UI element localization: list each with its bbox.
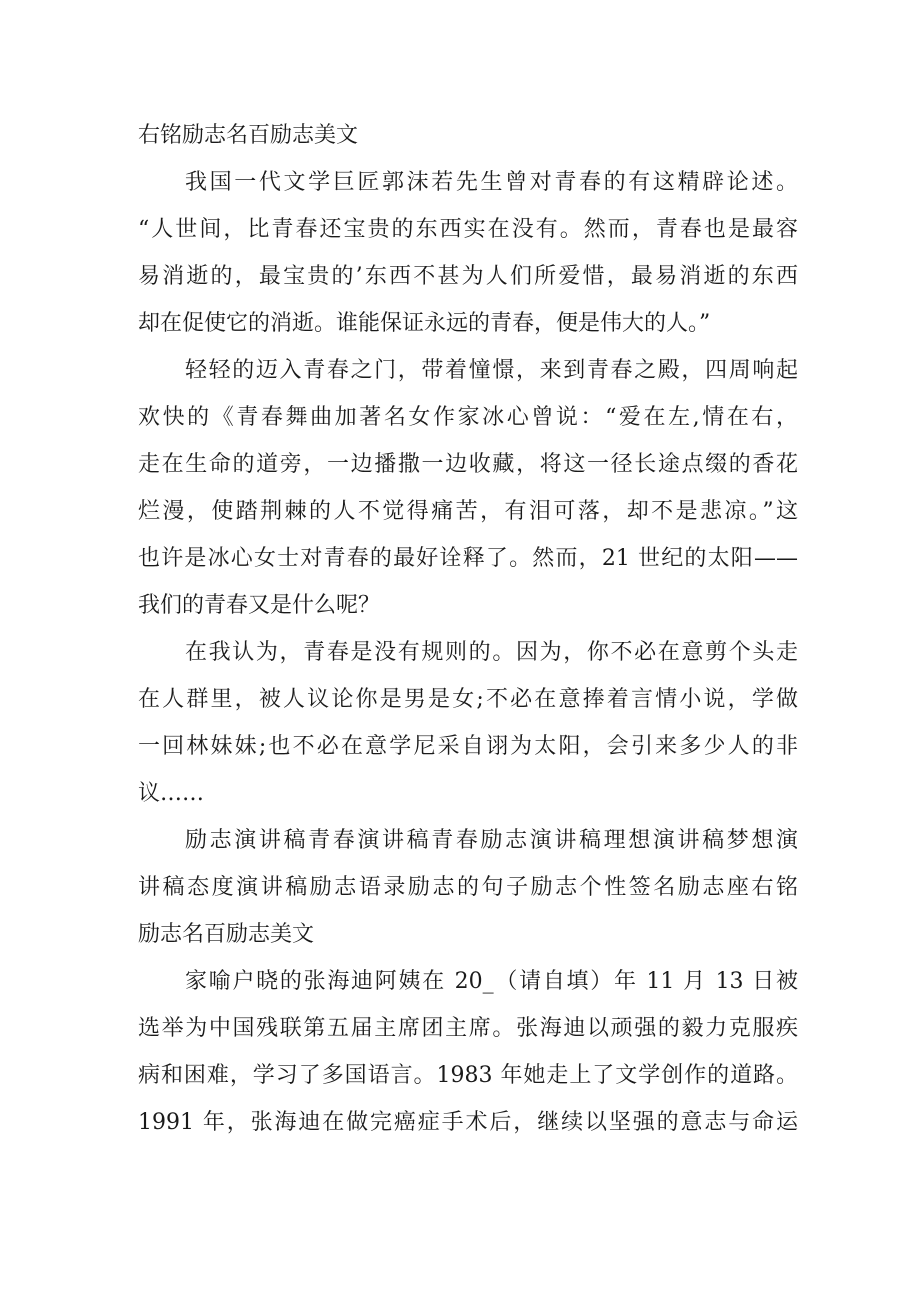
text-line: 励志演讲稿青春演讲稿青春励志演讲稿理想演讲稿梦想演	[185, 828, 798, 853]
text-line: 一回林妹妹;也不必在意学尼采自诩为太阳，会引来多少人的非	[138, 734, 798, 759]
text-line: 欢快的《青春舞曲加著名女作家冰心曾说：“爱在左,情在右，	[138, 405, 798, 430]
document-body	[138, 112, 798, 1146]
text-line: 也许是冰心女士对青春的最好诠释了。然而，21 世纪的太阳——	[138, 546, 798, 571]
text-line: 走在生命的道旁，一边播撒一边收藏，将这一径长途点缀的香花	[138, 452, 798, 477]
text-line: 讲稿态度演讲稿励志语录励志的句子励志个性签名励志座右铭	[138, 875, 798, 900]
text-line: 议……	[138, 781, 205, 806]
text-line: 病和困难，学习了多国语言。1983 年她走上了文学创作的道路。	[138, 1063, 798, 1088]
text-line: 易消逝的，最宝贵的’东西不甚为人们所爱惜，最易消逝的东西	[138, 264, 798, 289]
text-line: 烂漫，使踏荆棘的人不觉得痛苦，有泪可落，却不是悲凉。”这	[138, 499, 798, 524]
text-line: 我们的青春又是什么呢？	[138, 593, 381, 618]
text-line: 右铭励志名百励志美文	[138, 123, 359, 148]
text-line: 在人群里，被人议论你是男是女;不必在意捧着言情小说，学做	[138, 687, 798, 712]
text-line: 在我认为，青春是没有规则的。因为，你不必在意剪个头走	[185, 640, 798, 665]
text-line: 却在促使它的消逝。谁能保证永远的青春，便是伟大的人。”	[138, 311, 711, 336]
text-line: 1991 年，张海迪在做完癌症手术后，继续以坚强的意志与命运	[138, 1110, 798, 1135]
text-line: 选举为中国残联第五届主席团主席。张海迪以顽强的毅力克服疾	[138, 1016, 798, 1041]
text-line: 我国一代文学巨匠郭沫若先生曾对青春的有这精辟论述。	[185, 170, 798, 195]
text-line: 家喻户晓的张海迪阿姨在 20_（请自填）年 11 月 13 日被	[185, 969, 798, 994]
text-line: 励志名百励志美文	[138, 922, 315, 947]
text-line: “人世间，比青春还宝贵的东西实在没有。然而，青春也是最容	[138, 217, 798, 242]
text-line: 轻轻的迈入青春之门，带着憧憬，来到青春之殿，四周响起	[185, 358, 798, 383]
